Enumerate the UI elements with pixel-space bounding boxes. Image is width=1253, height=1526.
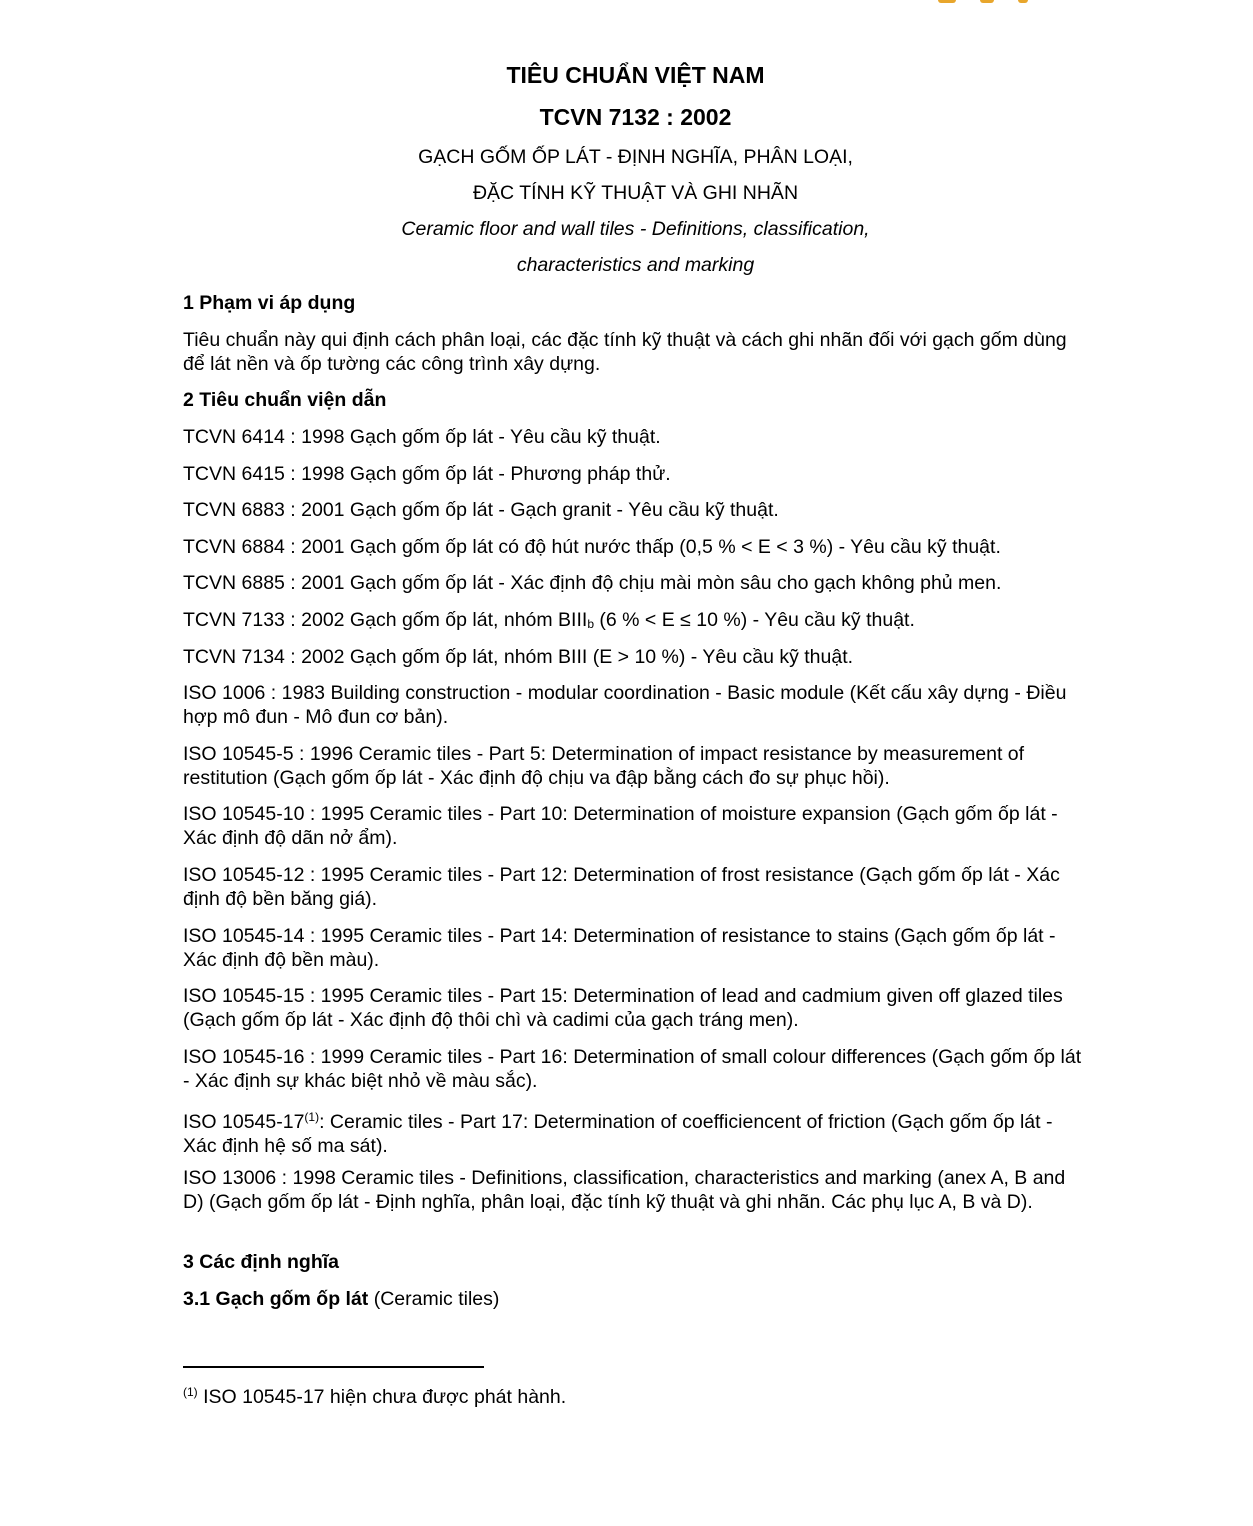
reference-item: TCVN 6883 : 2001 Gạch gốm ốp lát - Gạch granit - Yêu cầu kỹ thuật.	[183, 499, 779, 521]
reference-item	[183, 608, 1088, 636]
section-3-heading: 3 Các định nghĩa	[183, 1251, 340, 1273]
section-1-heading: 1 Phạm vi áp dụng	[183, 292, 356, 314]
document-title: TIÊU CHUẨN VIỆT NAM	[506, 62, 765, 88]
title-vi-line-1: GẠCH GỐM ỐP LÁT - ĐỊNH NGHĨA, PHÂN LOẠI,	[418, 146, 853, 168]
reference-item: TCVN 6885 : 2001 Gạch gốm ốp lát - Xác định độ chịu mài mòn sâu cho gạch không phủ men.	[183, 572, 1002, 594]
title-en-line-1: Ceramic floor and wall tiles - Definitions, classification,	[401, 218, 870, 240]
section-3-1-heading	[183, 1287, 1088, 1311]
title-en-line-2: characteristics and marking	[516, 254, 755, 276]
reference-item: ISO 13006 : 1998 Ceramic tiles - Definitions, classification, characteristics and marking (anex A, B and D) (Gạch gốm ốp lát - Định nghĩa, phân loại, đặc tính kỹ thuật và ghi nhãn. Các phụ lục A, B và D).	[183, 1167, 1066, 1213]
reference-item: ISO 10545-14 : 1995 Ceramic tiles - Part 14: Determination of resistance to stains (Gạch gốm ốp lát - Xác định độ bền màu).	[183, 925, 1056, 971]
corner-watermark-fragment	[938, 0, 1030, 4]
reference-item: ISO 1006 : 1983 Building construction - modular coordination - Basic module (Kết cấu xây dựng - Điều hợp mô đun - Mô đun cơ bản).	[183, 682, 1067, 728]
section-1-body: Tiêu chuẩn này qui định cách phân loại, các đặc tính kỹ thuật và cách ghi nhãn đối với gạch gốm dùng để lát nền và ốp tường các công trình xây dựng.	[183, 329, 1067, 375]
reference-text: TCVN 7133 : 2002 Gạch gốm ốp lát, nhóm BIII	[183, 609, 588, 631]
footnote-text: ISO 10545-17 hiện chưa được phát hành.	[197, 1386, 567, 1408]
footnote-marker: (1)	[304, 1110, 320, 1124]
subscript-b: b	[587, 617, 594, 631]
section-2-heading: 2 Tiêu chuẩn viện dẫn	[183, 389, 387, 411]
reference-item: TCVN 6884 : 2001 Gạch gốm ốp lát có độ hút nước thấp (0,5 % < E < 3 %) - Yêu cầu kỹ thuật.	[183, 536, 1001, 558]
reference-item	[183, 1105, 1088, 1158]
reference-item: TCVN 6415 : 1998 Gạch gốm ốp lát - Phương pháp thử.	[183, 463, 671, 485]
footnote-marker: (1)	[183, 1385, 198, 1399]
footnote	[183, 1380, 566, 1409]
reference-item: ISO 10545-12 : 1995 Ceramic tiles - Part 12: Determination of frost resistance (Gạch gốm ốp lát - Xác định độ bền băng giá).	[183, 864, 1060, 910]
reference-item: ISO 10545-16 : 1999 Ceramic tiles - Part 16: Determination of small colour differences (Gạch gốm ốp lát - Xác định sự khác biệt nhỏ về màu sắc).	[183, 1046, 1082, 1092]
reference-text: ISO 10545-17	[183, 1111, 305, 1133]
reference-text: : Ceramic tiles - Part 17: Determination of coefficiencent of friction (Gạch gốm ốp lát - Xác định hệ số ma sát).	[183, 1111, 1053, 1157]
standard-code: TCVN 7132 : 2002	[539, 104, 732, 130]
reference-item: ISO 10545-15 : 1995 Ceramic tiles - Part 15: Determination of lead and cadmium given off glazed tiles (Gạch gốm ốp lát - Xác định độ thôi chì và cadimi của gạch tráng men).	[183, 985, 1063, 1031]
reference-item: ISO 10545-5 : 1996 Ceramic tiles - Part 5: Determination of impact resistance by measurement of restitution (Gạch gốm ốp lát - Xác định độ chịu va đập bằng cách đo sự phục hồi).	[183, 743, 1025, 789]
reference-item: ISO 10545-10 : 1995 Ceramic tiles - Part 10: Determination of moisture expansion (Gạch gốm ốp lát - Xác định độ dãn nở ẩm).	[183, 803, 1058, 849]
footnote-divider	[183, 1366, 484, 1368]
section-3-1-title: 3.1 Gạch gốm ốp lát	[183, 1288, 369, 1310]
section-3-1-english: (Ceramic tiles)	[368, 1288, 500, 1310]
reference-item: TCVN 7134 : 2002 Gạch gốm ốp lát, nhóm BIII (E > 10 %) - Yêu cầu kỹ thuật.	[183, 646, 854, 668]
reference-item: TCVN 6414 : 1998 Gạch gốm ốp lát - Yêu cầu kỹ thuật.	[183, 426, 661, 448]
title-vi-line-2: ĐẶC TÍNH KỸ THUẬT VÀ GHI NHÃN	[472, 182, 799, 204]
reference-text: (6 % < E ≤ 10 %) - Yêu cầu kỹ thuật.	[594, 609, 915, 631]
